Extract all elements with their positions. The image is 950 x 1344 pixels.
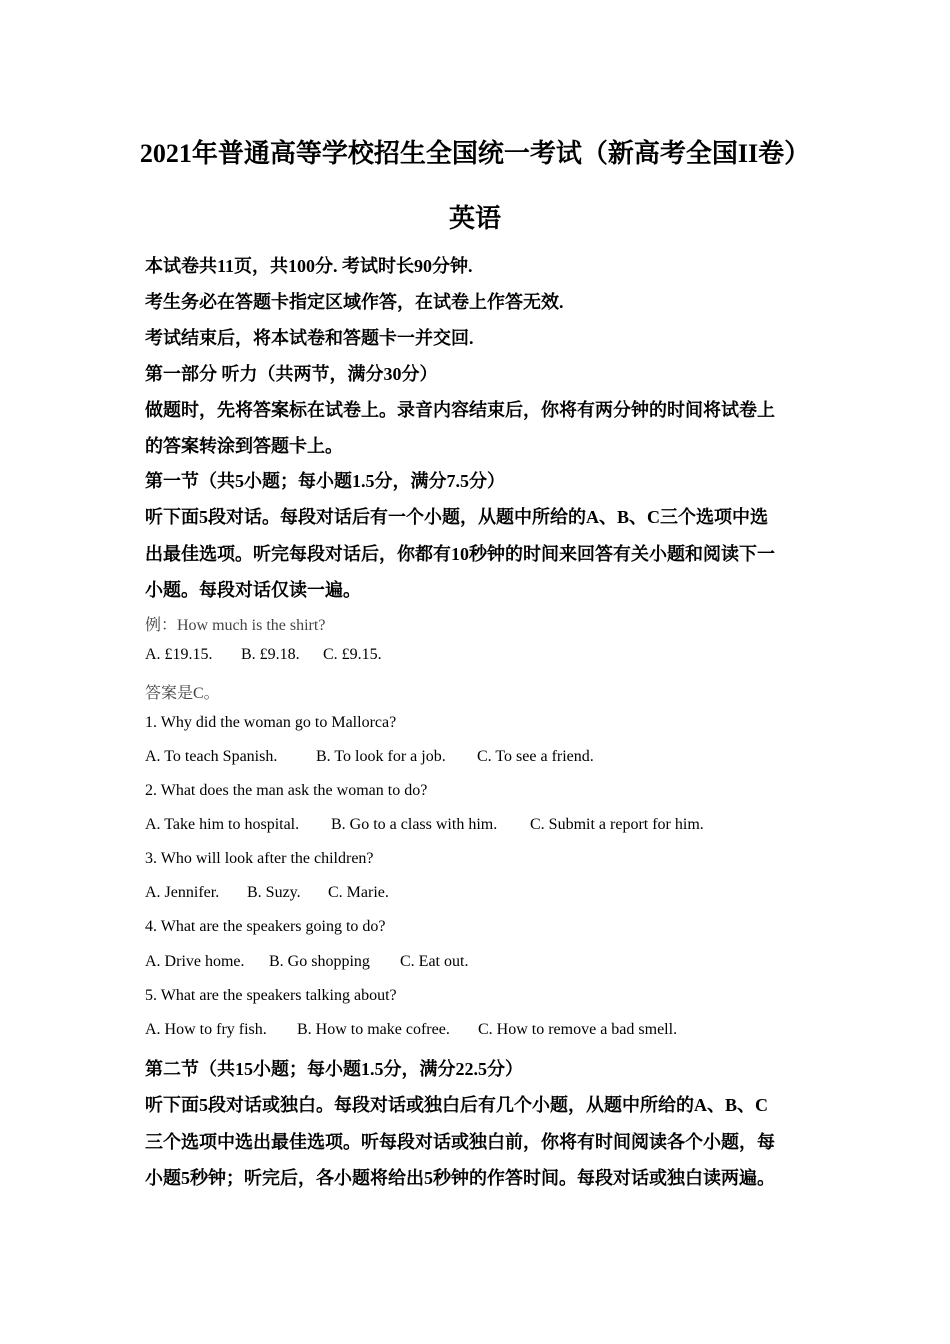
- exam-title: 2021年普通高等学校招生全国统一考试（新高考全国II卷）: [139, 139, 811, 168]
- section2-intro-line1: 听下面5段对话或独白。每段对话或独白后有几个小题，从题中所给的A、B、C: [145, 1095, 769, 1115]
- question-4-options: [145, 953, 810, 971]
- q4-option-b: B. Go shopping: [269, 953, 370, 970]
- q1-option-c: C. To see a friend.: [477, 748, 594, 765]
- question-2: 2. What does the man ask the woman to do?: [145, 782, 428, 799]
- q5-option-a: A. How to fry fish.: [145, 1021, 267, 1038]
- section1-intro-line2: 出最佳选项。听完每段对话后，你都有10秒钟的时间来回答有关小题和阅读下一: [145, 544, 775, 564]
- q4-option-a: A. Drive home.: [145, 953, 245, 970]
- q2-option-b: B. Go to a class with him.: [331, 816, 498, 833]
- subject-title: 英语: [448, 204, 501, 233]
- example-option-b: B. £9.18.: [241, 646, 300, 663]
- question-1: 1. Why did the woman go to Mallorca?: [145, 714, 397, 731]
- part1-heading: 第一部分 听力（共两节，满分30分）: [145, 364, 438, 384]
- q3-option-c: C. Marie.: [328, 884, 389, 901]
- section1-heading: 第一节（共5小题；每小题1.5分，满分7.5分）: [145, 471, 505, 491]
- example-answer: 答案是C。: [145, 685, 220, 702]
- q3-option-b: B. Suzy.: [247, 884, 301, 901]
- part1-intro-line2: 的答案转涂到答题卡上。: [145, 436, 343, 456]
- example-option-c: C. £9.15.: [323, 646, 382, 663]
- example-question: 例：How much is the shirt?: [145, 617, 326, 634]
- q1-option-b: B. To look for a job.: [316, 748, 446, 765]
- section1-intro-line3: 小题。每段对话仅读一遍。: [145, 580, 361, 600]
- q1-option-a: A. To teach Spanish.: [145, 748, 278, 765]
- example-options: [145, 646, 810, 664]
- question-4: 4. What are the speakers going to do?: [145, 918, 386, 935]
- instruction-1: 本试卷共11页，共100分. 考试时长90分钟.: [145, 256, 473, 276]
- section2-intro-line3: 小题5秒钟；听完后，各小题将给出5秒钟的作答时间。每段对话或独白读两遍。: [145, 1168, 775, 1188]
- question-5: 5. What are the speakers talking about?: [145, 987, 397, 1004]
- q4-option-c: C. Eat out.: [400, 953, 469, 970]
- question-3-options: [145, 884, 810, 902]
- instruction-2: 考生务必在答题卡指定区域作答，在试卷上作答无效.: [145, 292, 564, 312]
- q3-option-a: A. Jennifer.: [145, 884, 220, 901]
- section2-intro-line2: 三个选项中选出最佳选项。听每段对话或独白前，你将有时间阅读各个小题，每: [145, 1132, 775, 1152]
- question-2-options: [145, 816, 810, 834]
- example-option-a: A. £19.15.: [145, 646, 213, 663]
- section1-intro-line1: 听下面5段对话。每段对话后有一个小题，从题中所给的A、B、C三个选项中选: [145, 507, 769, 527]
- q2-option-c: C. Submit a report for him.: [530, 816, 704, 833]
- section2-heading: 第二节（共15小题；每小题1.5分，满分22.5分）: [145, 1059, 523, 1079]
- question-3: 3. Who will look after the children?: [145, 850, 374, 867]
- instruction-3: 考试结束后，将本试卷和答题卡一并交回.: [145, 328, 474, 348]
- part1-intro-line1: 做题时，先将答案标在试卷上。录音内容结束后，你将有两分钟的时间将试卷上: [145, 400, 775, 420]
- q5-option-c: C. How to remove a bad smell.: [478, 1021, 678, 1038]
- question-1-options: [145, 748, 810, 766]
- q2-option-a: A. Take him to hospital.: [145, 816, 300, 833]
- q5-option-b: B. How to make cofree.: [297, 1021, 450, 1038]
- question-5-options: [145, 1021, 810, 1039]
